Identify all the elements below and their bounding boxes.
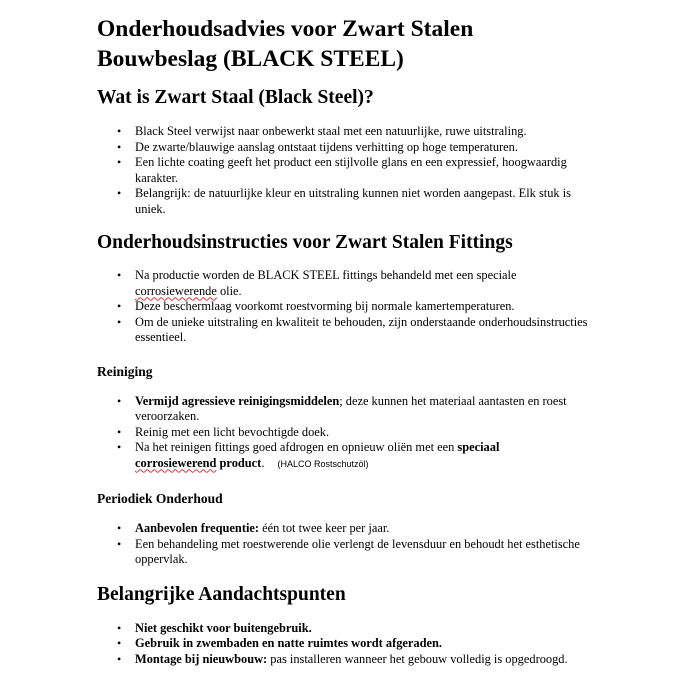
list-item: • Belangrijk: de natuurlijke kleur en uitstraling kunnen niet worden aangepast. Elk stuk is uniek.	[135, 186, 597, 217]
document-page	[97, 14, 597, 667]
item-bold-text: Montage bij nieuwbouw:	[135, 651, 268, 666]
list-item: • Om de unieke uitstraling en kwaliteit te behouden, zijn onderstaande onderhoudsinstructies essentieel.	[135, 315, 597, 346]
spellcheck-word: corrosiewerende	[135, 283, 217, 298]
title-line-1: Onderhoudsadvies voor Zwart Stalen	[97, 16, 474, 42]
list-item	[135, 268, 597, 299]
list-item	[135, 636, 597, 652]
item-bold-text: Niet geschikt voor buitengebruik.	[135, 620, 312, 635]
section-heading-black-steel: Wat is Zwart Staal (Black Steel)?	[97, 87, 374, 108]
list-item	[135, 621, 597, 637]
item-text: Na het reinigen fittings goed afdrogen en opnieuw oliën met een	[135, 440, 458, 454]
key-points-list	[97, 621, 597, 668]
list-item: • Deze beschermlaag voorkomt roestvorming bij normale kamertemperaturen.	[135, 299, 597, 315]
list-item: • Reinig met een licht bevochtigde doek.	[135, 425, 597, 441]
list-item: • Een behandeling met roestwerende olie verlengt de levensduur en behoudt het esthetische oppervlak.	[135, 537, 597, 568]
maintenance-instructions-list	[97, 268, 597, 346]
list-item	[135, 440, 597, 472]
subheading-reiniging: Reiniging	[97, 363, 153, 379]
list-item	[135, 521, 597, 537]
product-note: (HALCO Rostschutzöl)	[277, 458, 369, 469]
list-item	[135, 652, 597, 668]
item-text: olie.	[216, 283, 242, 298]
subheading-periodiek-onderhoud: Periodiek Onderhoud	[97, 491, 223, 506]
item-text: ; deze kunnen het materiaal aantasten en roest veroorzaken.	[135, 393, 567, 423]
item-text: Na productie worden de BLACK STEEL fittings behandeld met een speciale	[135, 268, 517, 282]
document-title	[97, 14, 597, 74]
list-item: • De zwarte/blauwige aanslag ontstaat tijdens verhitting op hoge temperaturen.	[135, 140, 597, 156]
item-text: één tot twee keer per jaar.	[259, 521, 390, 535]
periodiek-list	[97, 521, 597, 568]
item-bold-text: Aanbevolen frequentie:	[135, 521, 260, 535]
list-item	[135, 394, 597, 425]
item-bold-text: product	[216, 455, 262, 470]
list-item: • Een lichte coating geeft het product een stijlvolle glans en een expressief, hoogwaardig karakter.	[135, 155, 597, 186]
section-heading-maintenance-instructions: Onderhoudsinstructies voor Zwart Stalen Fittings	[97, 232, 513, 253]
item-bold-text: Vermijd agressieve reinigingsmiddelen	[135, 393, 340, 408]
item-bold-text: speciaal	[457, 440, 500, 454]
item-text: .	[261, 455, 265, 470]
section-heading-key-points: Belangrijke Aandachtspunten	[97, 583, 346, 605]
list-item: • Black Steel verwijst naar onbewerkt staal met een natuurlijke, ruwe uitstraling.	[135, 124, 597, 140]
title-line-2: Bouwbeslag (BLACK STEEL)	[97, 46, 404, 72]
spellcheck-word: corrosiewerend	[135, 455, 217, 470]
black-steel-list	[97, 124, 597, 217]
item-bold-text: Gebruik in zwembaden en natte ruimtes wordt afgeraden.	[135, 636, 442, 650]
item-text: pas installeren wanneer het gebouw volledig is opgedroogd.	[267, 651, 568, 666]
reiniging-list	[97, 394, 597, 473]
